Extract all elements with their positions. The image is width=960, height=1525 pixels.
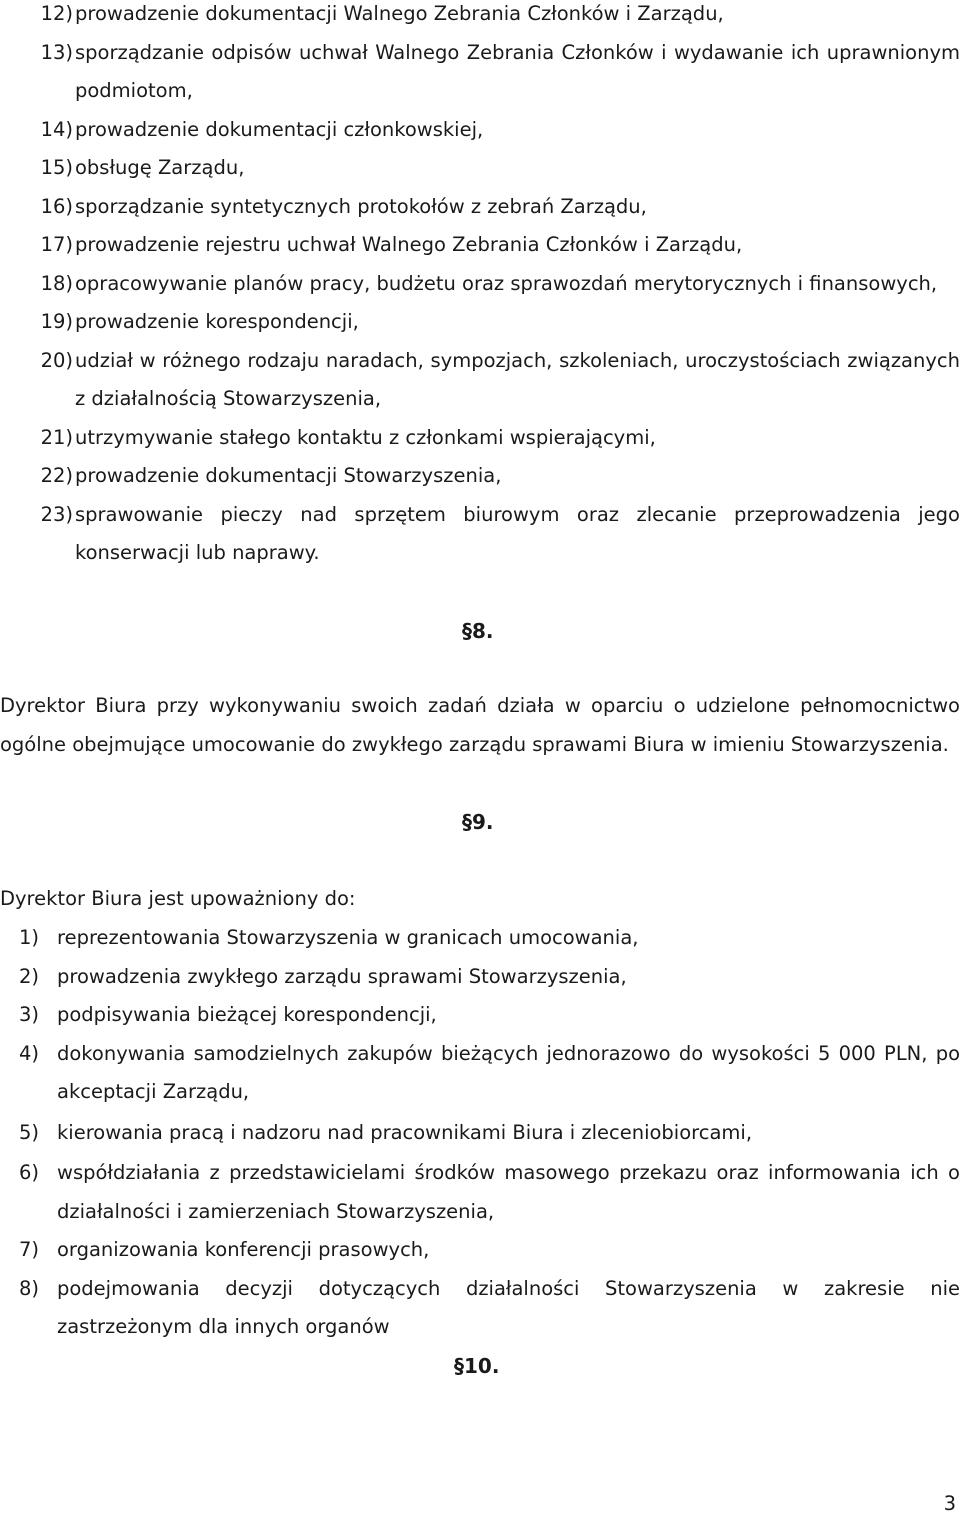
list-item-text: prowadzenia zwykłego zarządu sprawami Stowarzyszenia, [57, 964, 627, 988]
list-item-number: 2) [19, 964, 40, 988]
list-item-number: 13) [40, 40, 73, 64]
list-item-number: 18) [40, 271, 73, 295]
list-item-text: współdziałania z przedstawicielami środków masowego przekazu oraz informowania ich o działalności i zamierzeniach Stowarzyszenia, [57, 1161, 960, 1223]
list-item [0, 303, 960, 342]
section-number: 8. [472, 619, 494, 643]
list-item-text: podejmowania decyzji dotyczących działalności Stowarzyszenia w zakresie nie zastrzeżonym dla innych organów [57, 1276, 960, 1338]
list-item-number: 4) [19, 1041, 40, 1065]
list-item-number: 21) [40, 425, 73, 449]
list-item [0, 419, 960, 458]
section-heading-8 [462, 612, 494, 651]
list-item-text: prowadzenie dokumentacji Stowarzyszenia, [75, 464, 502, 487]
list-item-number: 12) [40, 2, 73, 25]
page-number: 3 [943, 1492, 956, 1515]
list-item [0, 496, 960, 573]
list-item-number: 3) [19, 1003, 40, 1026]
list-item-text: dokonywania samodzielnych zakupów bieżących jednorazowo do wysokości 5 000 PLN, po akceptacji Zarządu, [57, 1041, 960, 1103]
list-item [0, 149, 960, 188]
section-heading-10 [454, 1347, 499, 1386]
list-item-text: podpisywania bieżącej korespondencji, [57, 1003, 437, 1026]
list-item-number: 16) [40, 194, 73, 218]
authorizations-list [0, 919, 960, 1347]
list-item-text: prowadzenie dokumentacji Walnego Zebrania Członków i Zarządu, [75, 2, 724, 25]
section-number: 10. [464, 1354, 500, 1378]
list-item [0, 342, 960, 419]
list-item-text: opracowywanie planów pracy, budżetu oraz sprawozdań merytorycznych i finansowych, [75, 271, 938, 295]
list-item-text: prowadzenie korespondencji, [75, 310, 359, 333]
section-sign-icon: § [454, 1354, 464, 1378]
list-item-text: sporządzanie odpisów uchwał Walnego Zebrania Członków i wydawanie ich uprawnionym podmiotom, [75, 40, 960, 102]
list-item-number: 14) [40, 117, 73, 141]
list-item-number: 8) [19, 1276, 40, 1300]
section-8-paragraph: Dyrektor Biura przy wykonywaniu swoich zadań działa w oparciu o udzielone pełnomocnictwo ogólne obejmujące umocowanie do zwykłego zarządu sprawami Biura w imieniu Stowarzyszenia. [0, 694, 960, 756]
list-item [0, 0, 960, 34]
list-item-number: 6) [19, 1161, 40, 1184]
list-item-number: 5) [19, 1120, 40, 1144]
list-item-text: reprezentowania Stowarzyszenia w granicach umocowania, [57, 926, 639, 949]
list-item [0, 1035, 960, 1112]
list-item-text: utrzymywanie stałego kontaktu z członkami wspierającymi, [75, 425, 656, 449]
list-item-number: 22) [40, 464, 73, 487]
list-item [0, 1154, 960, 1231]
duties-list [0, 0, 960, 573]
list-item-number: 20) [40, 348, 73, 372]
list-item-text: prowadzenie rejestru uchwał Walnego Zebrania Członków i Zarządu, [75, 233, 743, 256]
list-item-text: kierowania pracą i nadzoru nad pracownikami Biura i zleceniobiorcami, [57, 1120, 753, 1144]
list-item [0, 1114, 960, 1153]
list-item-number: 7) [19, 1238, 40, 1261]
list-item-text: prowadzenie dokumentacji członkowskiej, [75, 117, 484, 141]
list-item-text: obsługę Zarządu, [75, 156, 245, 179]
list-item [0, 111, 960, 150]
list-item-number: 17) [40, 233, 73, 256]
list-item [0, 958, 960, 997]
list-item-number: 19) [40, 310, 73, 333]
list-item-number: 1) [19, 926, 40, 949]
section-heading-9 [462, 803, 494, 842]
list-item [0, 996, 960, 1035]
section-9-intro: Dyrektor Biura jest upoważniony do: [0, 887, 356, 910]
section-sign-icon: § [462, 810, 472, 834]
list-item-number: 15) [40, 156, 73, 179]
list-item-text: sporządzanie syntetycznych protokołów z zebrań Zarządu, [75, 194, 647, 218]
list-item-text: organizowania konferencji prasowych, [57, 1238, 430, 1261]
section-sign-icon: § [462, 619, 472, 643]
list-item-number: 23) [40, 502, 73, 526]
list-item [0, 226, 960, 265]
list-item [0, 265, 960, 304]
list-item-text: udział w różnego rodzaju naradach, sympozjach, szkoleniach, uroczystościach związanych z działalnością Stowarzyszenia, [75, 348, 960, 410]
section-number: 9. [472, 810, 494, 834]
list-item [0, 34, 960, 111]
list-item-text: sprawowanie pieczy nad sprzętem biurowym oraz zlecanie przeprowadzenia jego konserwacji lub naprawy. [75, 502, 960, 564]
list-item [0, 919, 960, 958]
list-item [0, 188, 960, 227]
list-item [0, 457, 960, 496]
list-item [0, 1231, 960, 1270]
list-item [0, 1270, 960, 1347]
